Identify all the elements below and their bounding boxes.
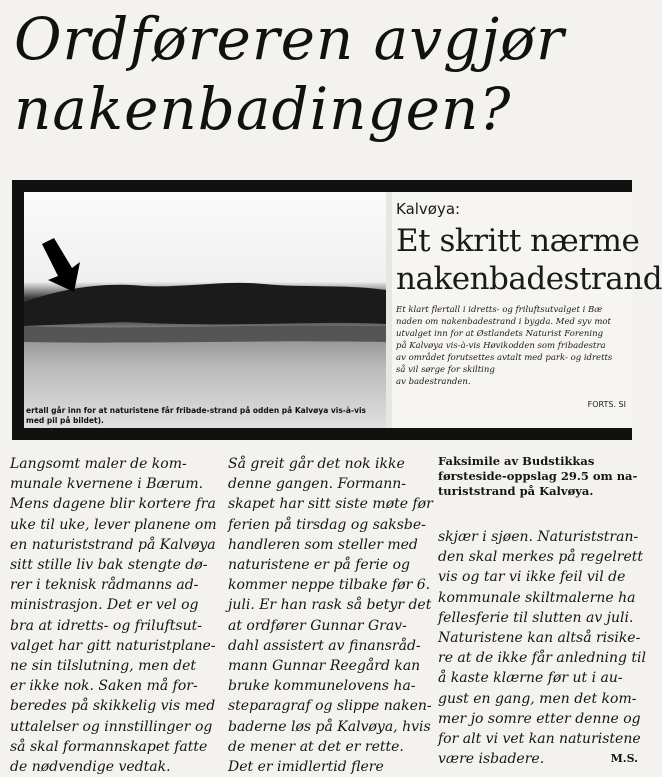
text-line: være isbadere. [438, 751, 545, 768]
text-line: Mens dagene blir kortere fra [10, 496, 216, 513]
text-line: ne sin tilslutning, men det [10, 658, 197, 675]
text-line: dahl assistert av finansråd- [228, 637, 421, 654]
photo-caption-line-2: med pil på bildet). [26, 416, 104, 425]
article-column-2 [228, 454, 433, 777]
text-line: uttalelser og innstillinger og [10, 718, 213, 735]
text-line: Så greit går det nok ikke [228, 456, 405, 472]
text-line: beredes på skikkelig vis med [10, 698, 216, 715]
text-line: Langsomt maler de kom- [10, 456, 187, 472]
text-line: de mener at det er rette. [228, 738, 404, 755]
text-line: steparagraf og slippe naken- [228, 698, 432, 715]
kalvoya-photo [24, 192, 386, 428]
text-line: sitt stille liv bak stengte dø- [10, 557, 208, 574]
text-line: vis og tar vi ikke feil vil de [438, 569, 626, 586]
caption-line: turiststrand på Kalvøya. [438, 484, 594, 498]
text-line: juli. Er han rask så betyr det [228, 597, 432, 614]
island-treeline [24, 283, 386, 326]
headline-line-1: Ordføreren avgjør [14, 5, 565, 73]
headline [14, 4, 634, 144]
photo-caption [26, 406, 384, 426]
text-line: er ikke nok. Saken må for- [10, 678, 198, 695]
text-line: så skal formannskapet fatte [10, 738, 208, 755]
text-line: baderne løs på Kalvøya, hvis [228, 718, 431, 735]
clipping-body-line: på Kalvøya vis-à-vis Høvikodden som fribadestra [396, 341, 606, 351]
clipping-body-line: av området forutsettes avtalt med park- og idretts [396, 353, 613, 363]
last-line-with-signature [438, 749, 638, 769]
text-line: munale kvernene i Bærum. [10, 476, 204, 493]
text-line: ferien på tirsdag og saksbe- [228, 516, 426, 533]
text-line: valget har gitt naturistplane- [10, 637, 216, 654]
text-line: skapet har sitt siste møte før [228, 496, 433, 513]
author-signature: M.S. [610, 752, 638, 766]
text-line: mann Gunnar Reegård kan [228, 658, 421, 675]
text-line: Naturistene kan altså risike- [438, 630, 641, 647]
caption-line: førsteside-oppslag 29.5 om na- [438, 469, 638, 483]
clipping-kicker: Kalvøya: [396, 200, 461, 218]
clipping-body-line: Et klart flertall i idretts- og friluftsutvalget i Bæ [396, 305, 603, 315]
text-line: handleren som steller med [228, 536, 418, 553]
text-line: den skal merkes på regelrett [438, 549, 644, 566]
text-line: bra at idretts- og friluftsut- [10, 617, 202, 634]
clipping-title-line-1: Et skritt nærme [396, 223, 640, 259]
clipping-article [392, 192, 662, 428]
text-line: mer jo somre etter denne og [438, 710, 641, 727]
island-reflection [24, 326, 386, 343]
photo-illustration [24, 192, 386, 428]
text-line: kommunale skiltmalerne ha [438, 589, 636, 606]
clipping-body-line: av badestranden. [396, 377, 471, 387]
arrow-icon [42, 238, 80, 292]
text-line: re at de ikke får anledning til [438, 650, 646, 667]
clipping-body-line: utvalget inn for at Østlandets Naturist Forening [396, 329, 604, 339]
text-line: ministrasjon. Det er vel og [10, 597, 199, 614]
text-line: kommer neppe tilbake før 6. [228, 577, 431, 594]
text-line: for alt vi vet kan naturistene [438, 731, 641, 748]
text-line: denne gangen. Formann- [228, 476, 406, 493]
text-line: at ordfører Gunnar Grav- [228, 617, 407, 634]
facsimile-caption [438, 454, 638, 499]
facsimile-inner [24, 192, 662, 428]
caption-line: Faksimile av Budstikkas [438, 454, 595, 468]
text-line: naturistene er på ferie og [228, 557, 410, 574]
article-column-3 [438, 454, 646, 769]
article-column-1 [10, 454, 215, 777]
text-line: de nødvendige vedtak. [10, 759, 171, 776]
headline-line-2: nakenbadingen? [14, 75, 512, 143]
text-line: Det er imidlertid flere [228, 759, 384, 776]
facsimile-clipping [12, 180, 662, 440]
text-line: en naturiststrand på Kalvøya [10, 536, 216, 553]
text-line: rer i teknisk rådmanns ad- [10, 577, 199, 594]
text-line: skjær i sjøen. Naturiststran- [438, 529, 639, 545]
text-line: uke til uke, lever planene om [10, 516, 217, 533]
clipping-title-line-2: nakenbadestrand [396, 261, 662, 297]
text-line: gust en gang, men det kom- [438, 690, 637, 707]
text-line: fellesferie til slutten av juli. [438, 609, 634, 626]
text-line: å kaste klærne før ut i au- [438, 670, 623, 687]
clipping-body-line: så vil sørge for skilting [396, 365, 495, 375]
photo-caption-line-1: ertall går inn for at naturistene får fribade-strand på odden på Kalvøya vis-à-vis [26, 406, 367, 415]
clipping-continued-label: FORTS. SI [587, 400, 626, 409]
clipping-body-line: naden om nakenbadestrand i bygda. Med syv mot [396, 317, 611, 327]
clipping-body [396, 304, 626, 388]
text-line: bruke kommunelovens ha- [228, 678, 416, 695]
